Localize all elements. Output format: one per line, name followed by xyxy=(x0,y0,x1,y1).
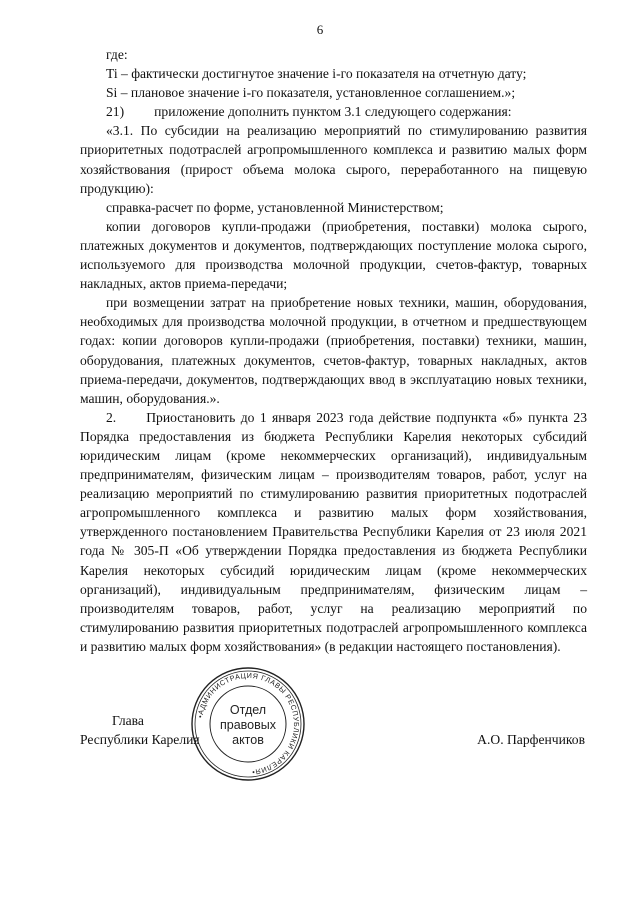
paragraph-ti-definition: Ti – фактически достигнутое значение i-го показателя на отчетную дату; xyxy=(106,66,527,82)
paragraph-item-21 xyxy=(80,102,587,121)
item-21-number: 21) xyxy=(106,104,125,120)
official-stamp xyxy=(190,666,306,782)
paragraph-3-1: «3.1. По субсидии на реализацию мероприятий по стимулированию развития приоритетных подотраслей агропромышленного комплекса и развитию малых форм хозяйствования (прирост объема молока сырого, переработанного на пищевую продукцию): xyxy=(80,123,587,196)
paragraph-si-definition: Si – плановое значение i-го показателя, установленное соглашением.»; xyxy=(106,85,516,101)
page-number: 6 xyxy=(316,22,324,37)
paragraph-spravka: справка-расчет по форме, установленной Министерством; xyxy=(106,199,444,215)
stamp-line-1: Отдел xyxy=(229,703,267,717)
signature-name: А.О. Парфенчиков xyxy=(477,732,585,747)
paragraph-copies: копии договоров купли-продажи (приобретения, поставки) молока сырого, платежных документов и документов, подтверждающих поступление молока сырого, используемого для производства молочной продукции, счетов-фактур, товарных накладных, актов приема-передачи; xyxy=(80,218,587,292)
paragraph-where: где: xyxy=(106,47,128,62)
item-2-text: Приостановить до 1 января 2023 года действие подпункта «б» пункта 23 Порядка предоставления из бюджета Республики Карелия некоторых субсидий юридическим лицам (кроме некоммерческих организаций), индивидуальным предпринимателям, физическим лицам – производителям товаров, работ, услуг на реализацию мероприятий по стимулированию развития приоритетных подотраслей агропромышленного комплекса и развитию малых форм хозяйствования, утвержденного постановлением Правительства Республики Карелия от 23 июля 2021 года № 305-П «Об утверждении Порядка предоставления из бюджета Республики Карелия некоторых субсидий юридическим лицам (кроме некоммерческих организаций), индивидуальным предпринимателям, физическим лицам – производителям товаров, работ, услуг на реализацию мероприятий по стимулированию развития приоритетных подотраслей агропромышленного комплекса и развитию малых форм хозяйствования» (в редакции настоящего постановления). xyxy=(80,409,587,654)
document-body xyxy=(80,45,587,656)
signature-title: Глава xyxy=(112,713,144,728)
paragraph-item-2 xyxy=(80,408,587,656)
item-21-text: приложение дополнить пунктом 3.1 следующего содержания: xyxy=(154,104,512,120)
signature-region: Республики Карелия xyxy=(80,732,200,747)
item-2-number: 2. xyxy=(106,409,117,425)
stamp-line-3: актов xyxy=(232,733,264,747)
stamp-line-2: правовых xyxy=(220,718,276,732)
stamp-ring-text: •АДМИНИСТРАЦИЯ ГЛАВЫ РЕСПУБЛИКИ КАРЕЛИЯ• xyxy=(195,670,302,777)
paragraph-reimbursement: при возмещении затрат на приобретение новых техники, машин, оборудования, необходимых для производства молочной продукции, в отчетном и предшествующем годах: копии договоров купли-продажи (приобретения, поставки) техники, машин, оборудования, платежных документов, счетов-фактур, товарных накладных, актов приема-передачи, документов, подтверждающих ввод в эксплуатацию новых техники, машин, оборудования.». xyxy=(80,295,587,406)
